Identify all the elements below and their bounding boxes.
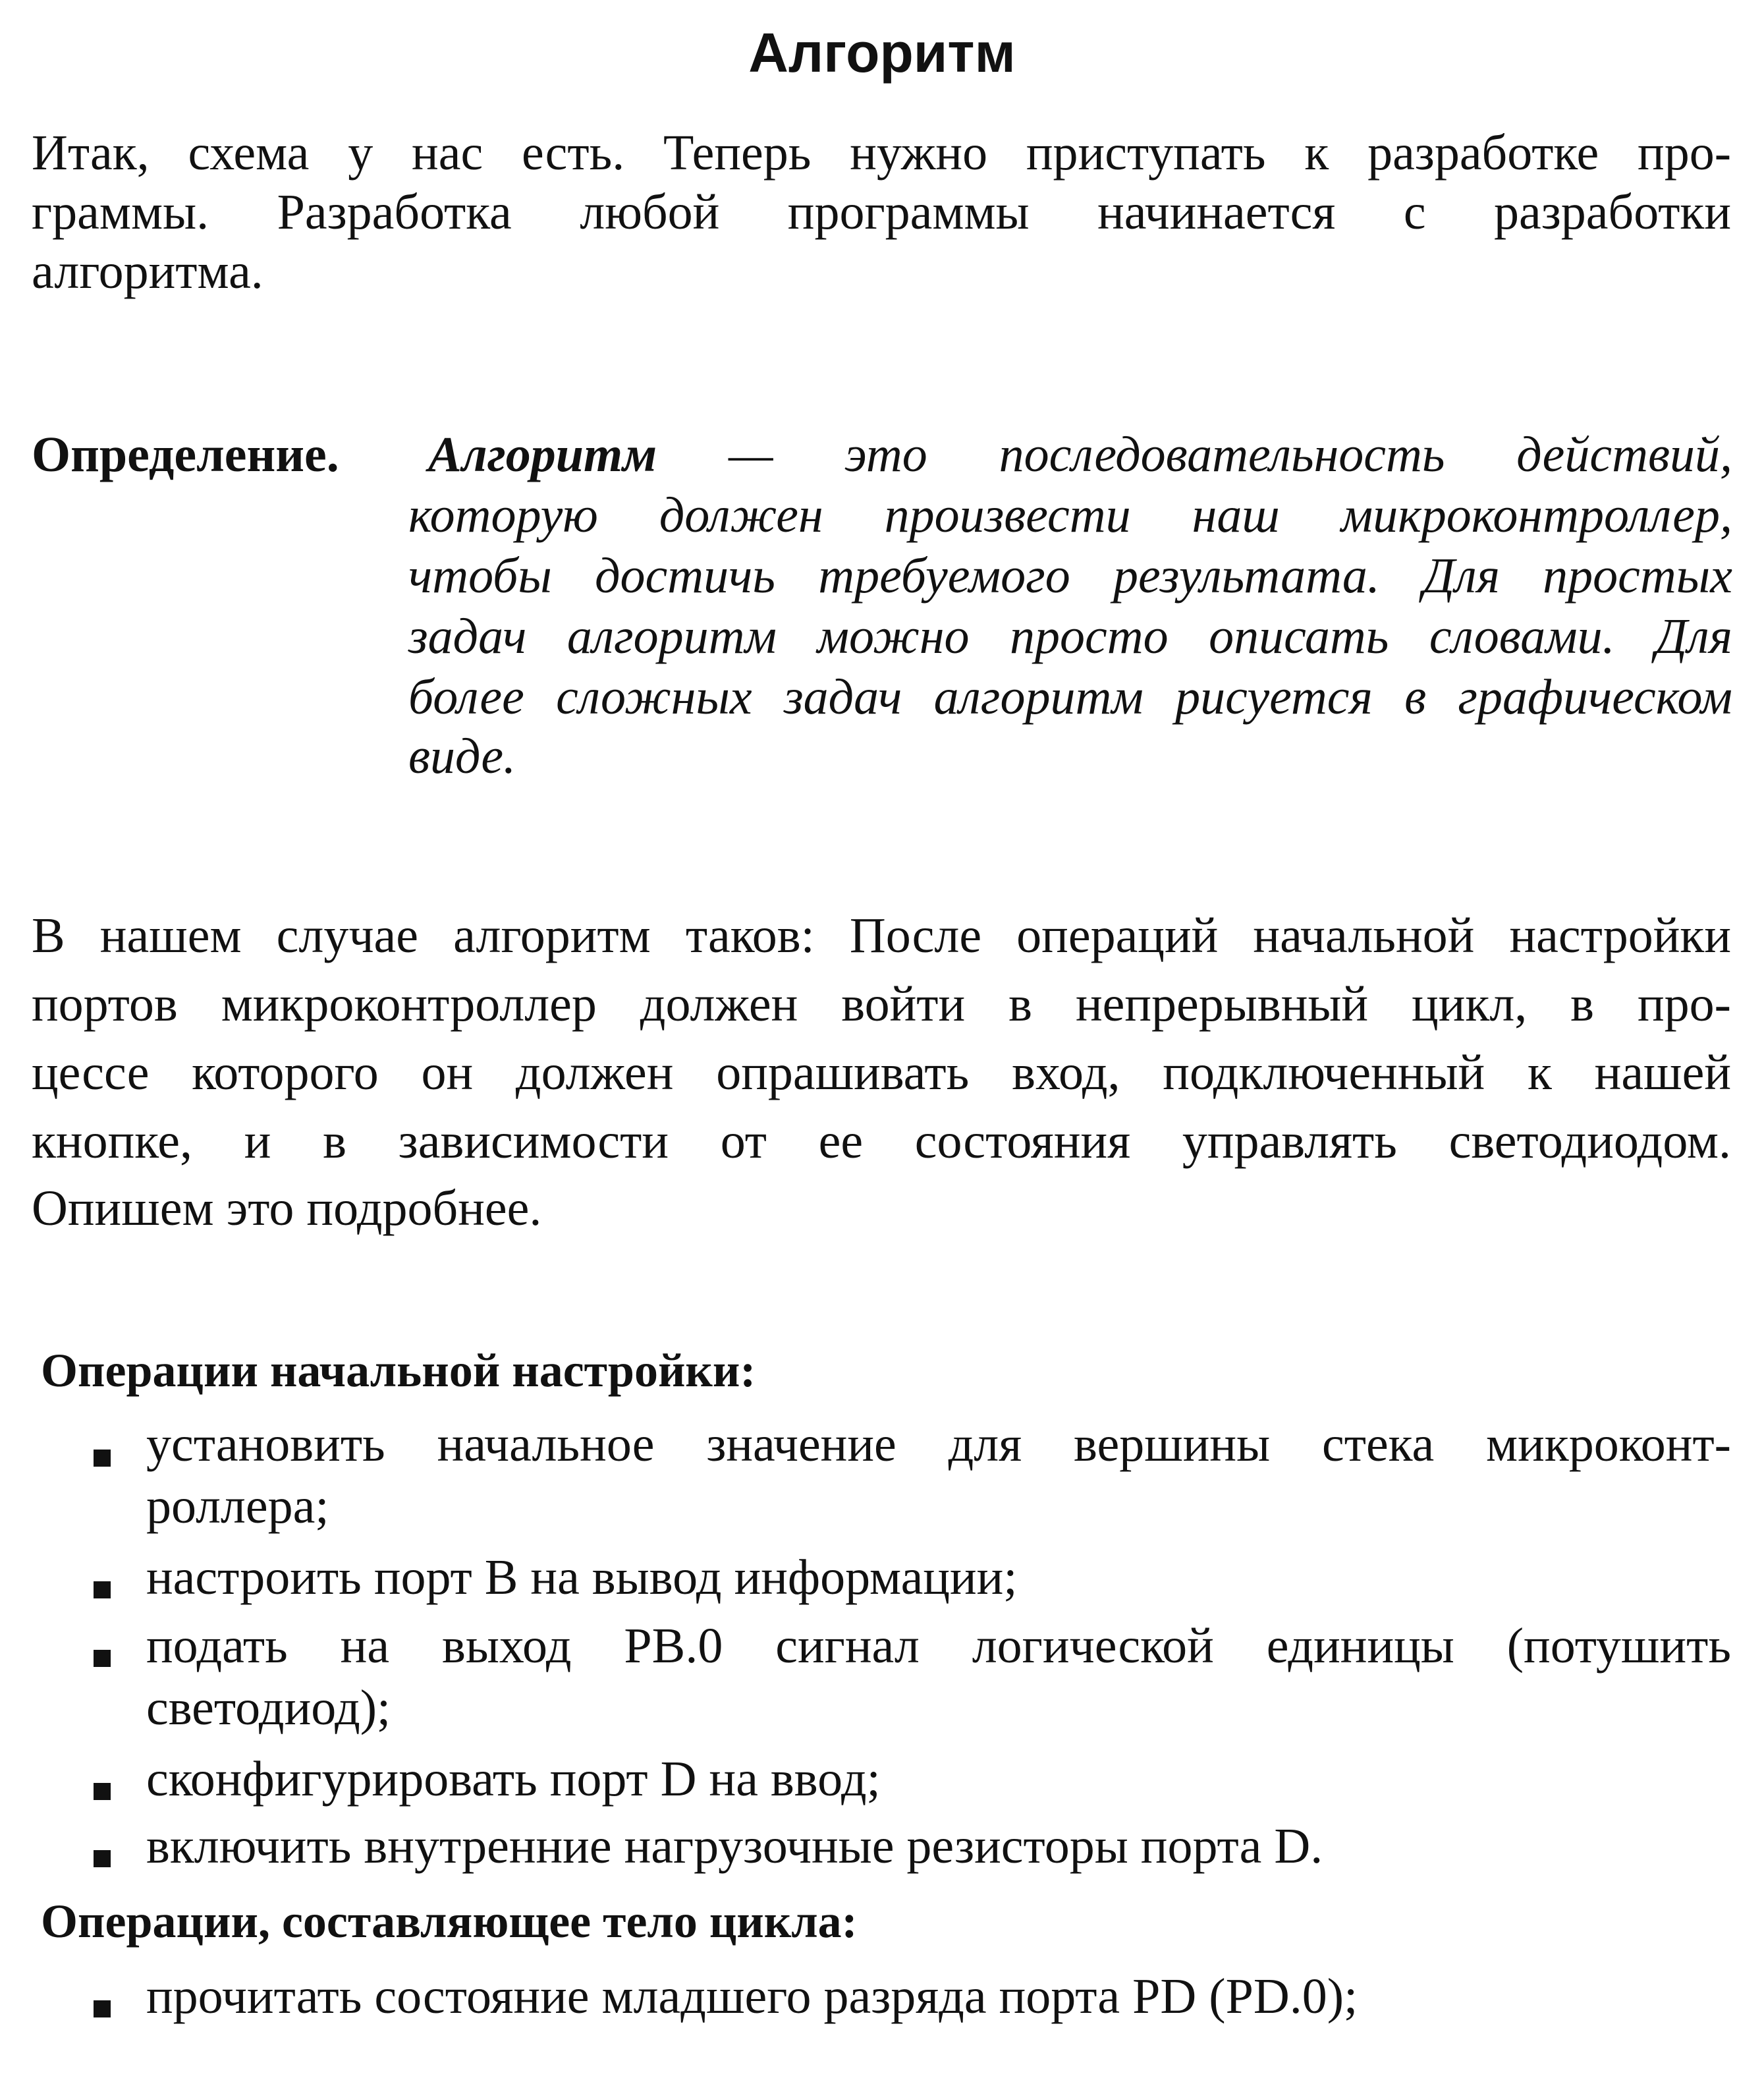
setup-item-line: настроить порт В на вывод информации; xyxy=(146,1550,1018,1605)
definition-line: чтобы достичь требуемого результата. Для простых xyxy=(408,548,1732,604)
description-line: кнопке, и в зависимости от ее состояния управлять светодиодом. xyxy=(32,1113,1731,1169)
loop-item-line: прочитать состояние младшего разряда порта PD (PD.0); xyxy=(146,1969,1358,2024)
bullet-square-icon xyxy=(94,1581,111,1598)
definition-line: виде. xyxy=(408,729,516,784)
intro-line: алгоритма. xyxy=(32,244,263,299)
description-line: Опишем это подробнее. xyxy=(32,1181,542,1236)
loop-section-heading: Операции, составляющее тело цикла: xyxy=(41,1895,858,1948)
definition-line: более сложных задач алгоритм рисуется в графическом xyxy=(408,669,1732,725)
bullet-square-icon xyxy=(94,1650,111,1667)
setup-section-heading: Операции начальной настройки: xyxy=(41,1344,756,1397)
definition-line: задач алгоритм можно просто описать словами. Для xyxy=(408,609,1732,664)
setup-item-line: светодиод); xyxy=(146,1680,391,1735)
description-line: портов микроконтроллер должен войти в непрерывный цикл, в про- xyxy=(32,976,1731,1032)
intro-line: граммы. Разработка любой программы начинается с разработки xyxy=(32,184,1731,240)
setup-item-line: подать на выход PB.0 сигнал логической единицы (потушить xyxy=(146,1618,1731,1674)
bullet-square-icon xyxy=(94,2000,111,2017)
definition-label: Определение. xyxy=(32,427,339,482)
setup-item-line: установить начальное значение для вершины стека микроконт- xyxy=(146,1417,1731,1472)
bullet-square-icon xyxy=(94,1783,111,1800)
description-line: цессе которого он должен опрашивать вход, подключенный к нашей xyxy=(32,1045,1731,1100)
bullet-square-icon xyxy=(94,1450,111,1467)
definition-first-line-rest: — это последовательность действий, xyxy=(657,427,1732,482)
setup-item-line: сконфигурировать порт D на ввод; xyxy=(146,1751,881,1807)
bullet-square-icon xyxy=(94,1850,111,1867)
page-title: Алгоритм xyxy=(748,22,1016,84)
definition-line xyxy=(428,422,1732,488)
description-line: В нашем случае алгоритм таков: После операций начальной настройки xyxy=(32,908,1731,963)
definition-term: Алгоритм xyxy=(428,427,657,482)
setup-item-line: роллера; xyxy=(146,1479,329,1534)
intro-line: Итак, схема у нас есть. Теперь нужно приступать к разработке про- xyxy=(32,125,1731,181)
setup-item-line: включить внутренние нагрузочные резисторы порта D. xyxy=(146,1818,1323,1874)
definition-line: которую должен произвести наш микроконтроллер, xyxy=(408,488,1732,543)
